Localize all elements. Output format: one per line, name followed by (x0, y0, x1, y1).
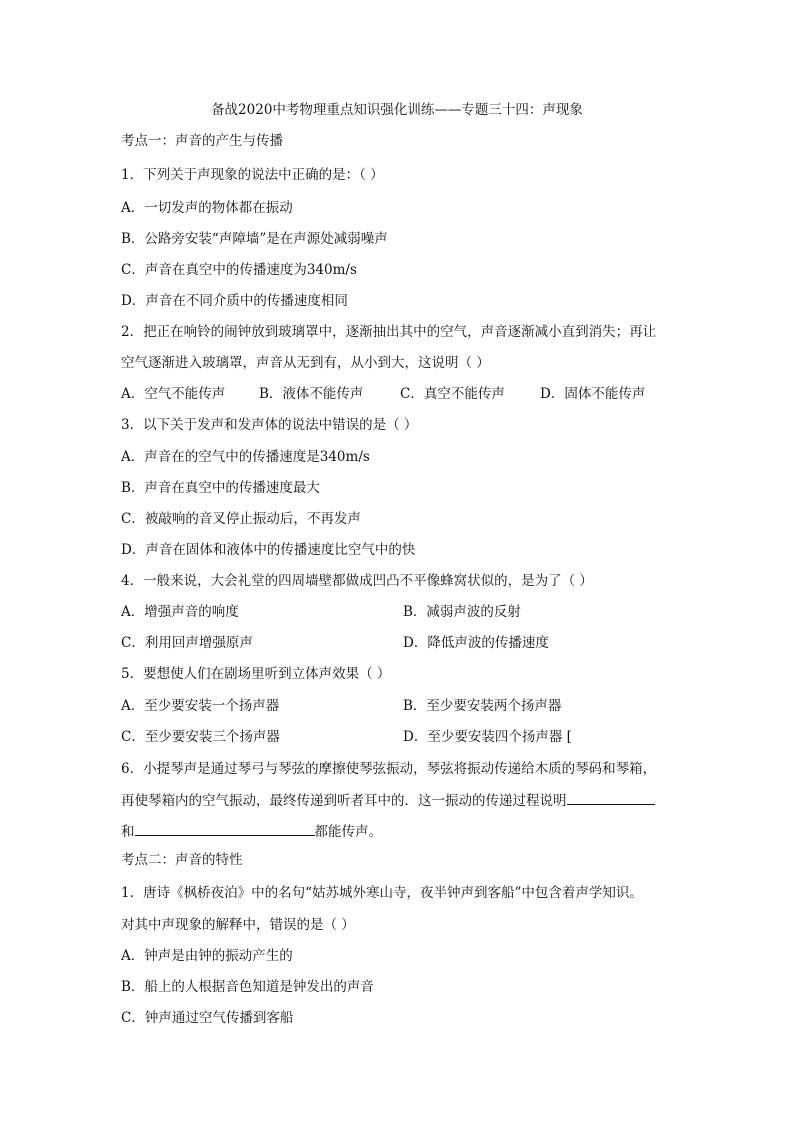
answer-blank-1[interactable] (567, 791, 655, 805)
question-6-stem-line2-text: 再使琴箱内的空气振动，最终传递到听者耳中的．这一振动的传递过程说明 (121, 793, 567, 809)
question-1-option-b: B．公路旁安装“声障墙”是在声源处减弱噪声 (121, 231, 388, 247)
section2-question-1-option-b: B．船上的人根据音色知道是钟发出的声音 (121, 979, 374, 995)
question-1-option-c: C．声音在真空中的传播速度为340m/s (121, 262, 357, 278)
document-title: 备战2020中考物理重点知识强化训练——专题三十四：声现象 (211, 102, 583, 118)
question-4-option-a: A．增强声音的响度 (121, 604, 239, 620)
question-2-stem-line1: 2．把正在响铃的闹钟放到玻璃罩中，逐渐抽出其中的空气，声音逐渐减小直到消失；再让 (121, 324, 657, 340)
question-3-stem: 3．以下关于发声和发声体的说法中错误的是（ ） (121, 417, 418, 433)
question-6-tail: 都能传声。 (314, 824, 382, 840)
question-2-stem-line2: 空气逐渐进入玻璃罩，声音从无到有，从小到大，这说明（ ） (121, 355, 490, 371)
section-heading-1: 考点一：声音的产生与传播 (121, 133, 283, 149)
section2-question-1-stem-line1: 1．唐诗《枫桥夜泊》中的名句“姑苏城外寒山寺，夜半钟声到客船”中包含着声学知识。 (121, 885, 643, 901)
question-3-option-c: C．被敲响的音叉停止振动后，不再发声 (121, 511, 361, 527)
question-1-stem: 1．下列关于声现象的说法中正确的是：（ ） (121, 167, 384, 183)
question-2-option-b: B．液体不能传声 (259, 386, 364, 402)
question-1-option-a: A．一切发声的物体都在振动 (121, 200, 293, 216)
question-4-option-b: B．减弱声波的反射 (403, 604, 521, 620)
question-5-option-b: B．至少要安装两个扬声器 (403, 698, 562, 714)
question-5-option-a: A．至少要安装一个扬声器 (121, 698, 280, 714)
question-3-option-a: A．声音在的空气中的传播速度是340m/s (121, 449, 370, 465)
section-heading-2: 考点二：声音的特性 (121, 852, 243, 868)
question-4-stem: 4．一般来说，大会礼堂的四周墙壁都做成凹凸不平像蜂窝状似的，是为了（ ） (121, 573, 593, 589)
question-5-stem: 5．要想使人们在剧场里听到立体声效果（ ） (121, 666, 391, 682)
section2-question-1-stem-line2: 对其中声现象的解释中，错误的是（ ） (121, 917, 355, 933)
answer-blank-2[interactable] (135, 822, 315, 836)
section2-question-1-option-c: C．钟声通过空气传播到客船 (121, 1010, 294, 1026)
question-3-option-d: D．声音在固体和液体中的传播速度比空气中的快 (121, 542, 416, 558)
question-5-option-c: C．至少要安装三个扬声器 (121, 729, 280, 745)
question-2-option-a: A．空气不能传声 (121, 386, 226, 402)
question-4-option-c: C．利用回声增强原声 (121, 635, 253, 651)
question-2-option-c: C．真空不能传声 (400, 386, 505, 402)
question-6-stem-line1: 6．小提琴声是通过琴弓与琴弦的摩擦使琴弦振动，琴弦将振动传递给木质的琴码和琴箱， (121, 761, 657, 777)
question-5-option-d: D．至少要安装四个扬声器 [ (403, 729, 572, 745)
question-6-stem-line3 (121, 822, 382, 841)
question-4-option-d: D．降低声波的传播速度 (403, 635, 549, 651)
section2-question-1-option-a: A．钟声是由钟的振动产生的 (121, 948, 293, 964)
question-1-option-d: D．声音在不同介质中的传播速度相同 (121, 293, 348, 309)
question-6-stem-line2 (121, 791, 655, 810)
question-2-option-d: D．固体不能传声 (540, 386, 646, 402)
question-6-and: 和 (121, 824, 135, 840)
question-3-option-b: B．声音在真空中的传播速度最大 (121, 480, 320, 496)
